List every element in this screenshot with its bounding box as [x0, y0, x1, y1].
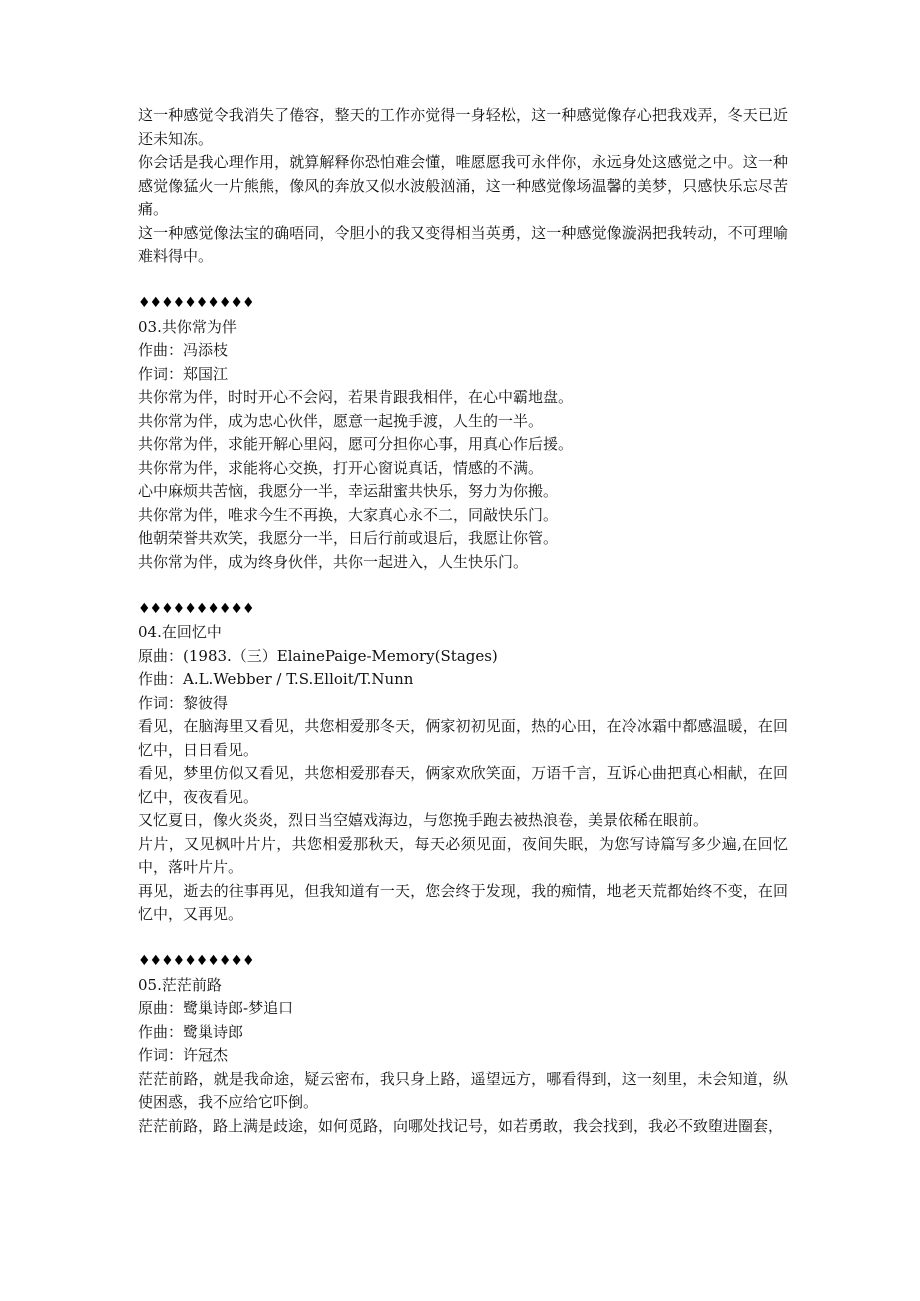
diamond-separator: ♦♦♦♦♦♦♦♦♦♦	[138, 295, 254, 311]
document-page	[138, 104, 788, 1138]
lyric-line: 共你常为伴，成为忠心伙伴，愿意一起挽手渡，人生的一半。	[138, 411, 544, 430]
section-gap	[138, 927, 788, 951]
song-original: 原曲：(1983.（三）ElainePaige-Memory(Stages)	[138, 646, 498, 665]
diamond-separator: ♦♦♦♦♦♦♦♦♦♦	[138, 953, 254, 969]
song-section-03	[138, 292, 788, 574]
lyric-paragraph: 茫茫前路，路上满是歧途，如何觅路，向哪处找记号，如若勇敢，我会找到，我必不致堕进圈套，	[138, 1116, 784, 1135]
song-composer: 作曲：冯添枝	[138, 341, 229, 359]
intro-paragraph-3: 这一种感觉像法宝的确唔同，令胆小的我又变得相当英勇，这一种感觉像漩涡把我转动，不可理喻难料得中。	[138, 223, 788, 265]
song-composer: 作曲：鹭巢诗郎	[138, 1022, 244, 1041]
song-title: 03.共你常为伴	[138, 317, 237, 336]
song-composer: 作曲：A.L.Webber / T.S.Elloit/T.Nunn	[138, 670, 414, 688]
section-gap	[138, 269, 788, 293]
song-title: 04.在回忆中	[138, 623, 222, 641]
lyric-paragraph: 再见，逝去的往事再见，但我知道有一天，您会终于发现，我的痴情，地老天荒都始终不变，在回忆中，又再见。	[138, 881, 788, 923]
lyric-paragraph: 又忆夏日，像火炎炎，烈日当空嬉戏海边，与您挽手跑去被热浪卷，美景依稀在眼前。	[138, 811, 709, 829]
song-section-05	[138, 950, 788, 1138]
song-lyricist: 作词：黎彼得	[138, 693, 229, 712]
diamond-separator: ♦♦♦♦♦♦♦♦♦♦	[138, 600, 254, 617]
lyric-paragraph: 看见，在脑海里又看见，共您相爱那冬天，俩家初初见面，热的心田，在冷冰霜中都感温暖，在回忆中，日日看见。	[138, 717, 788, 759]
lyric-paragraph: 片片，又见枫叶片片，共您相爱那秋天，每天必须见面，夜间失眠，为您写诗篇写多少遍,在回忆中，落叶片片。	[138, 834, 788, 876]
intro-paragraph-2: 你会话是我心理作用，就算解释你恐怕难会懂，唯愿愿我可永伴你，永远身处这感觉之中。这一种感觉像猛火一片熊熊，像风的奔放又似水波般汹涌，这一种感觉像场温馨的美梦，只感快乐忘尽苦痛。	[138, 153, 788, 218]
lyric-line: 共你常为伴，成为终身伙伴，共你一起进入，人生快乐门。	[138, 552, 529, 571]
lyric-line: 他朝荣誉共欢笑，我愿分一半，日后行前或退后，我愿让你管。	[138, 529, 559, 547]
song-title: 05.茫茫前路	[138, 975, 222, 994]
lyric-paragraph: 茫茫前路，就是我命途，疑云密布，我只身上路，遥望远方，哪看得到，这一刻里，未会知道，纵使困惑，我不应给它吓倒。	[138, 1069, 788, 1111]
lyric-paragraph: 看见，梦里仿似又看见，共您相爱那春天，俩家欢欣笑面，万语千言，互诉心曲把真心相献，在回忆中，夜夜看见。	[138, 764, 788, 806]
lyric-line: 共你常为伴，时时开心不会闷，若果肯跟我相伴，在心中霸地盘。	[138, 388, 574, 406]
lyric-line: 共你常为伴，唯求今生不再换，大家真心永不二，同敲快乐门。	[138, 505, 559, 524]
song-original: 原曲：鹭巢诗郎-梦追口	[138, 999, 294, 1017]
song-lyricist: 作词：郑国江	[138, 364, 229, 383]
song-lyricist: 作词：许冠杰	[138, 1046, 229, 1064]
song-section-04	[138, 598, 788, 927]
lyric-line: 共你常为伴，求能将心交换，打开心窗说真话，情感的不满。	[138, 458, 544, 477]
section-gap	[138, 574, 788, 598]
intro-paragraph-1: 这一种感觉令我消失了倦容，整天的工作亦觉得一身轻松，这一种感觉像存心把我戏弄，冬天已近还未知冻。	[138, 106, 788, 148]
lyric-line: 心中麻烦共苦恼，我愿分一半，幸运甜蜜共快乐，努力为你搬。	[138, 482, 559, 500]
lyric-line: 共你常为伴，求能开解心里闷，愿可分担你心事，用真心作后援。	[138, 435, 574, 453]
